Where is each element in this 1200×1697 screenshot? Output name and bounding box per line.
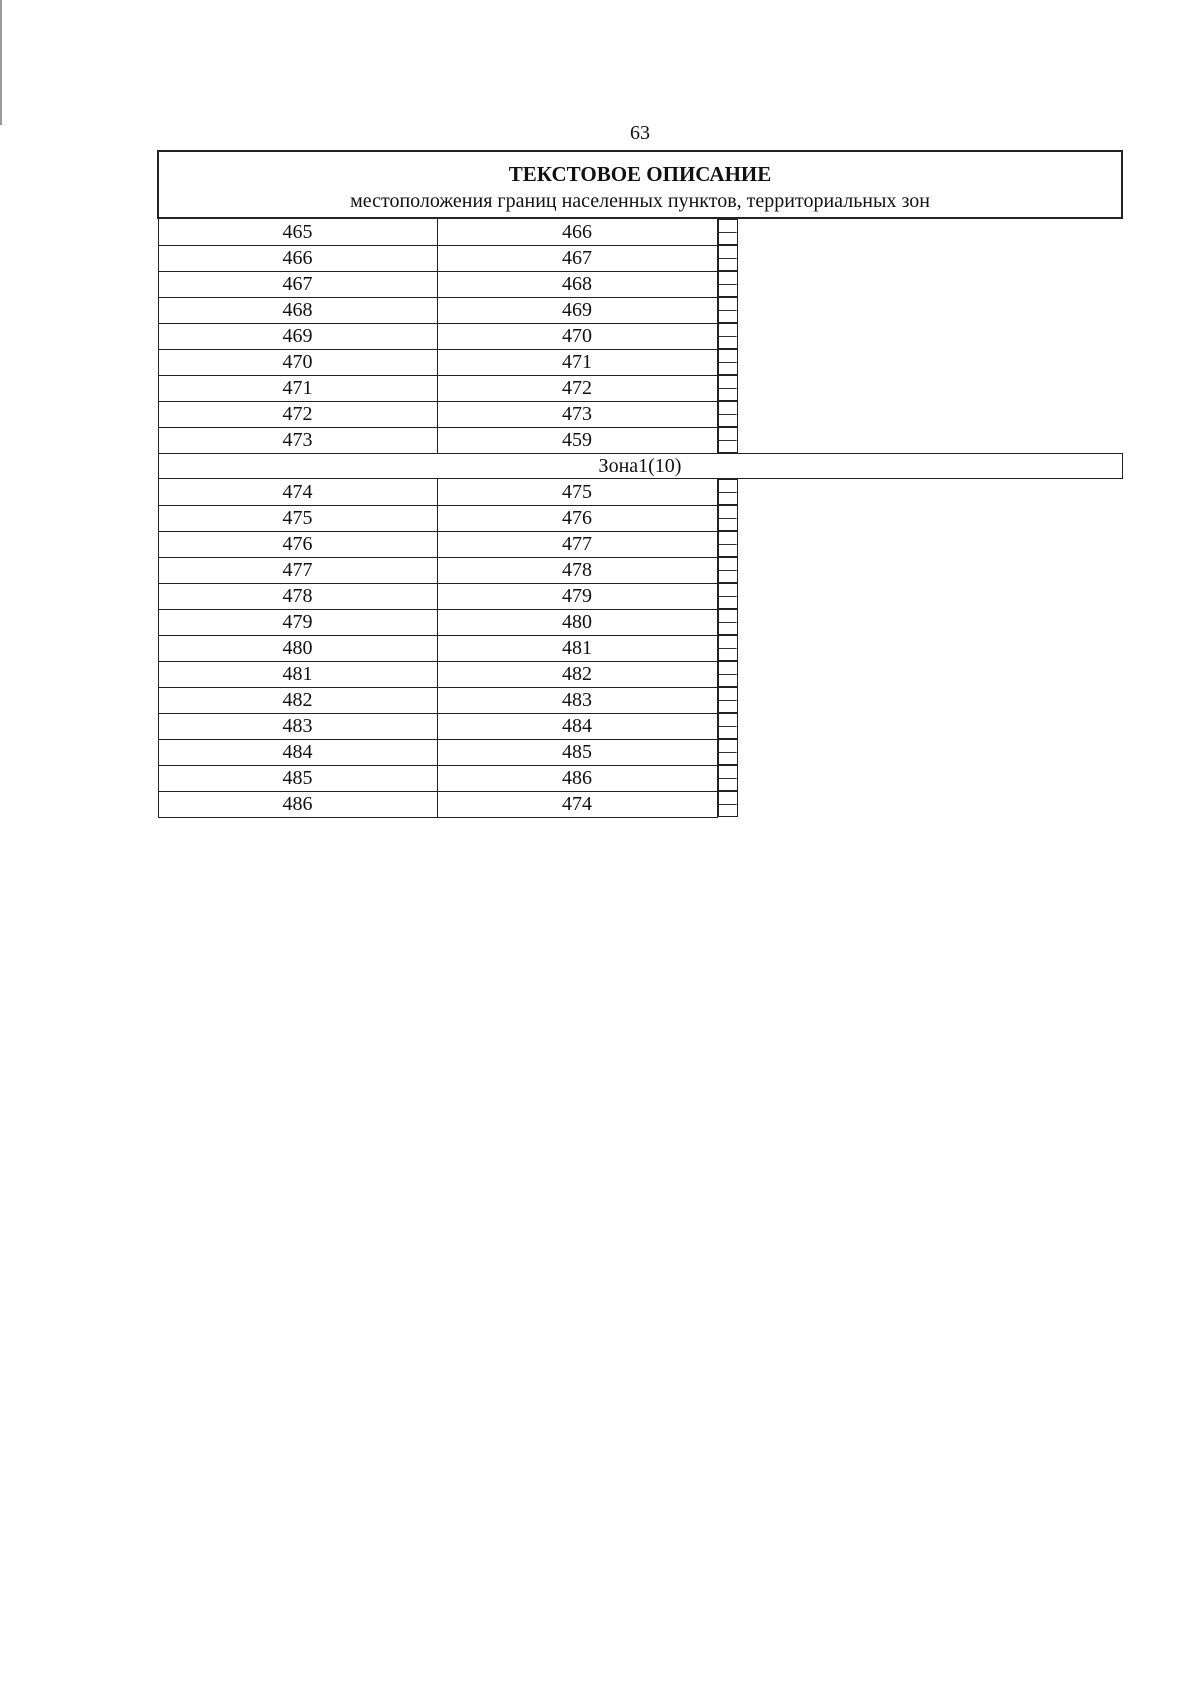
description-cell: — [718,687,738,713]
description-cell: — [718,531,738,557]
point-to-cell: 472 [437,375,717,401]
point-from-cell: 471 [158,375,437,401]
point-from-cell: 481 [158,661,437,687]
point-from-cell: 484 [158,739,437,765]
table-row [158,271,1122,297]
point-from-cell: 485 [158,765,437,791]
point-to-cell: 475 [437,479,717,506]
table-header-row [158,151,1122,218]
point-from-cell: 468 [158,297,437,323]
description-cell: — [718,609,738,635]
point-to-cell: 459 [437,427,717,454]
table-subtitle: местоположения границ населенных пунктов, территориальных зон [350,189,930,212]
point-from-cell: 466 [158,245,437,271]
table-row [158,739,1122,765]
point-from-cell: 478 [158,583,437,609]
description-cell: — [718,713,738,739]
description-cell: — [718,297,738,323]
description-cell: — [718,505,738,531]
description-cell: — [718,557,738,583]
point-from-cell: 473 [158,427,437,454]
point-to-cell: 473 [437,401,717,427]
point-to-cell: 470 [437,323,717,349]
point-to-cell: 471 [437,349,717,375]
table-row [158,635,1122,661]
table-row [158,687,1122,713]
description-cell: — [718,765,738,791]
table-row [158,583,1122,609]
description-cell: — [718,323,738,349]
point-from-cell: 479 [158,609,437,635]
point-from-cell: 483 [158,713,437,739]
point-from-cell: 480 [158,635,437,661]
point-to-cell: 478 [437,557,717,583]
description-cell: — [718,219,738,245]
point-to-cell: 486 [437,765,717,791]
point-to-cell: 481 [437,635,717,661]
table-row [158,375,1122,401]
description-cell: — [718,349,738,375]
table-row [158,479,1122,506]
description-cell: — [718,583,738,609]
point-to-cell: 474 [437,791,717,817]
point-from-cell: 472 [158,401,437,427]
point-from-cell: 470 [158,349,437,375]
description-cell: — [718,661,738,687]
point-from-cell: 475 [158,505,437,531]
description-cell: — [718,375,738,401]
point-from-cell: 467 [158,271,437,297]
table-row [158,349,1122,375]
table-row [158,245,1122,271]
point-to-cell: 483 [437,687,717,713]
table-row [158,505,1122,531]
point-from-cell: 477 [158,557,437,583]
table-row [158,401,1122,427]
table-row [158,218,1122,245]
description-cell: — [718,271,738,297]
scan-edge-mark [0,0,2,125]
table-row [158,609,1122,635]
description-cell: — [718,635,738,661]
description-cell: — [718,401,738,427]
description-cell: — [718,791,738,817]
table-title: ТЕКСТОВОЕ ОПИСАНИЕ [508,161,772,186]
table-row [158,791,1122,817]
point-to-cell: 467 [437,245,717,271]
point-from-cell: 486 [158,791,437,817]
zone-label: Зона1(10) [158,454,1122,479]
point-from-cell: 469 [158,323,437,349]
table-row [158,427,1122,454]
table-row [158,323,1122,349]
zone-row [158,454,1122,479]
table-header [158,151,1122,218]
table-row [158,557,1122,583]
section-2-rows [158,479,1122,818]
page-number: 63 [630,122,650,144]
table-row [158,661,1122,687]
table-row [158,713,1122,739]
point-to-cell: 482 [437,661,717,687]
table-row [158,297,1122,323]
point-from-cell: 476 [158,531,437,557]
point-to-cell: 484 [437,713,717,739]
description-cell: — [718,427,738,453]
point-to-cell: 466 [437,218,717,245]
point-to-cell: 485 [437,739,717,765]
point-to-cell: 476 [437,505,717,531]
point-to-cell: 480 [437,609,717,635]
boundary-description-table [157,150,1123,818]
point-from-cell: 482 [158,687,437,713]
section-1-rows [158,218,1122,454]
point-from-cell: 474 [158,479,437,506]
point-from-cell: 465 [158,218,437,245]
table-row [158,765,1122,791]
description-cell: — [718,479,738,505]
description-cell: — [718,739,738,765]
point-to-cell: 479 [437,583,717,609]
point-to-cell: 469 [437,297,717,323]
point-to-cell: 477 [437,531,717,557]
point-to-cell: 468 [437,271,717,297]
description-cell: — [718,245,738,271]
table-row [158,531,1122,557]
